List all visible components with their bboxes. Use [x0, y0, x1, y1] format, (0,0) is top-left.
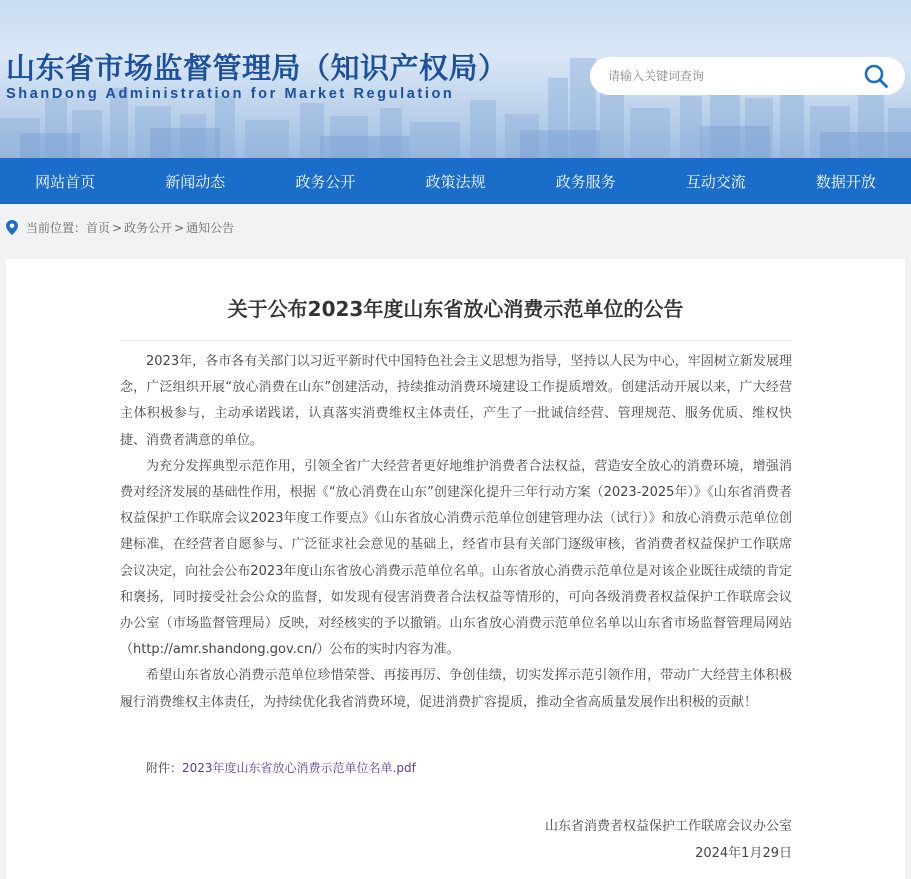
article-paragraph-2: 为充分发挥典型示范作用，引领全省广大经营者更好地维护消费者合法权益，营造安全放心的消费环境，增强消费对经济发展的基础性作用，根据《“放心消费在山东”创建深化提升三年行动方案（2023-2025年）》《山东省消费者权益保护工作联席会议2023年度工作要点》《山东省放心消费示范单位创建管理办法（试行）》和放心消费示范单位创建标准，在经营者自愿参与、广泛征求社会意见的基础上，经省市县有关部门逐级审核，省消费者权益保护工作联席会议决定，向社会公布2023年度山东省放心消费示范单位名单。山东省放心消费示范单位是对该企业既往成绩的肯定和褒扬，同时接受社会公众的监督，如发现有侵害消费者合法权益等情形的，可向各级消费者权益保护工作联席会议办公室（市场监督管理局）反映，对经核实的予以撤销。山东省放心消费示范单位名单以山东省市场监督管理局网站（http://amr.shandong.gov.cn/）公布的实时内容为准。 — [120, 458, 792, 658]
breadcrumb-separator: > — [174, 220, 185, 235]
breadcrumb — [0, 204, 911, 251]
nav-item-gov-services[interactable]: 政务服务 — [555, 172, 616, 191]
breadcrumb-separator: > — [112, 220, 123, 235]
nav-item-open-data[interactable]: 数据开放 — [815, 172, 876, 191]
article-panel — [6, 259, 905, 879]
nav-item-policies[interactable]: 政策法规 — [425, 172, 486, 191]
attachment-row — [146, 759, 416, 776]
title-divider — [120, 340, 792, 341]
nav-item-news[interactable]: 新闻动态 — [165, 172, 226, 191]
attachment-label: 附件： — [146, 761, 183, 775]
breadcrumb-home[interactable]: 首页 — [86, 221, 111, 235]
attachment-link[interactable]: 2023年度山东省放心消费示范单位名单.pdf — [182, 761, 416, 775]
site-title: 山东省市场监督管理局（知识产权局） — [6, 51, 508, 85]
site-header — [0, 0, 911, 158]
location-pin-icon — [6, 220, 18, 235]
article-paragraph-1: 2023年，各市各有关部门以习近平新时代中国特色社会主义思想为指导，坚持以人民为中心，牢固树立新发展理念，广泛组织开展“放心消费在山东”创建活动，持续推动消费环境建设工作提质增效。创建活动开展以来，广大经营主体积极参与，主动承诺践诺，认真落实消费维权主体责任，产生了一批诚信经营、管理规范、服务优质、维权快捷、消费者满意的单位。 — [120, 354, 792, 448]
article-paragraph-3: 希望山东省放心消费示范单位珍惜荣誉、再接再厉、争创佳绩，切实发挥示范引领作用，带动广大经营主体积极履行消费维权主体责任，为持续优化我省消费环境，促进消费扩容提质，推动全省高质量发展作出积极的贡献！ — [120, 668, 792, 710]
article-signer: 山东省消费者权益保护工作联席会议办公室 — [544, 819, 792, 834]
article-date: 2024年1月29日 — [695, 846, 792, 861]
article-title: 关于公布2023年度山东省放心消费示范单位的公告 — [227, 297, 684, 321]
nav-item-interaction[interactable]: 互动交流 — [685, 172, 746, 191]
search-icon — [863, 63, 889, 89]
main-nav — [0, 158, 911, 204]
article-body — [120, 349, 792, 716]
nav-item-gov-affairs[interactable]: 政务公开 — [295, 172, 356, 191]
breadcrumb-gov-affairs[interactable]: 政务公开 — [124, 221, 173, 235]
search-input[interactable] — [608, 66, 848, 86]
breadcrumb-prefix: 当前位置： — [26, 221, 87, 235]
breadcrumb-notices[interactable]: 通知公告 — [186, 221, 235, 235]
search-button[interactable] — [861, 62, 891, 90]
search-box — [590, 57, 905, 95]
nav-item-home[interactable]: 网站首页 — [35, 172, 96, 191]
site-subtitle: ShanDong Administration for Market Regulation — [6, 86, 455, 102]
